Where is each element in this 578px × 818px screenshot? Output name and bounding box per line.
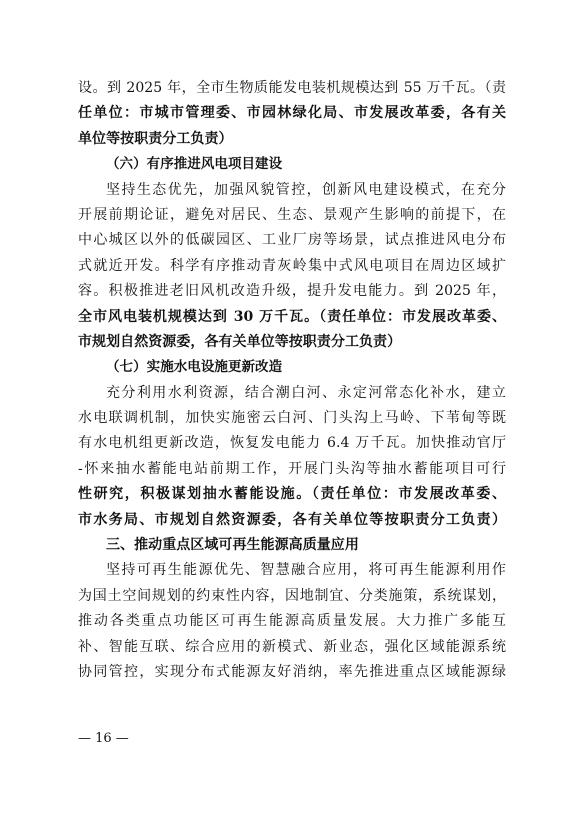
text-line: 性研究，积极谋划抽水蓄能设施。（责任单位：市发展改革委、 (78, 486, 506, 503)
text-line: 坚持可再生能源优先、智慧融合应用，将可再生能源利用作 (106, 562, 506, 579)
text-line: 中心城区以外的低碳园区、工业厂房等场景，试点推进风电分布 (78, 232, 506, 249)
section-heading-3: 三、推动重点区域可再生能源高质量应用 (106, 537, 359, 554)
text-line: 坚持生态优先，加强风貌管控，创新风电建设模式，在充分 (106, 181, 506, 198)
subsection-heading-6: （六）有序推进风电项目建设 (106, 156, 283, 173)
text-line: 补、智能互联、综合应用的新模式、新业态，强化区域能源系统 (78, 638, 506, 655)
text-line: -怀来抽水蓄能电站前期工作，开展门头沟等抽水蓄能项目可行 (78, 460, 506, 477)
text-line: 市水务局、市规划自然资源委，各有关单位等按职责分工负责） (78, 511, 506, 528)
text-line: 容。积极推进老旧风机改造升级，提升发电能力。到 2025 年， (78, 283, 506, 300)
text-line: 开展前期论证，避免对居民、生态、景观产生影响的前提下，在 (78, 206, 506, 223)
text-line: 全市风电装机规模达到 30 万千瓦。（责任单位：市发展改革委、 (78, 308, 506, 325)
text-line: 充分利用水利资源，结合潮白河、永定河常态化补水，建立 (106, 384, 506, 401)
text-line: 式就近开发。科学有序推动青灰岭集中式风电项目在周边区域扩 (78, 257, 506, 274)
text-line: 任单位：市城市管理委、市园林绿化局、市发展改革委，各有关 (78, 105, 506, 122)
text-line: 市规划自然资源委，各有关单位等按职责分工负责） (78, 333, 402, 350)
text-line: 协同管控，实现分布式能源友好消纳，率先推进重点区域能源绿 (78, 663, 506, 680)
text-line: 有水电机组更新改造，恢复发电能力 6.4 万千瓦。加快推动官厅 (78, 435, 506, 452)
subsection-heading-7: （七）实施水电设施更新改造 (106, 359, 283, 376)
text-line: 单位等按职责分工负责） (78, 130, 233, 147)
text-line: 水电联调机制，加快实施密云白河、门头沟上马岭、下苇甸等既 (78, 410, 506, 427)
document-body (78, 76, 506, 685)
text-line: 推动各类重点功能区可再生能源高质量发展。大力推广多能互 (78, 613, 506, 630)
text-line: 设。到 2025 年，全市生物质能发电装机规模达到 55 万千瓦。（责 (78, 80, 506, 96)
text-line: 为国土空间规划的约束性内容，因地制宜、分类施策，系统谋划， (78, 587, 506, 604)
page-number: — 16 — (78, 731, 129, 746)
